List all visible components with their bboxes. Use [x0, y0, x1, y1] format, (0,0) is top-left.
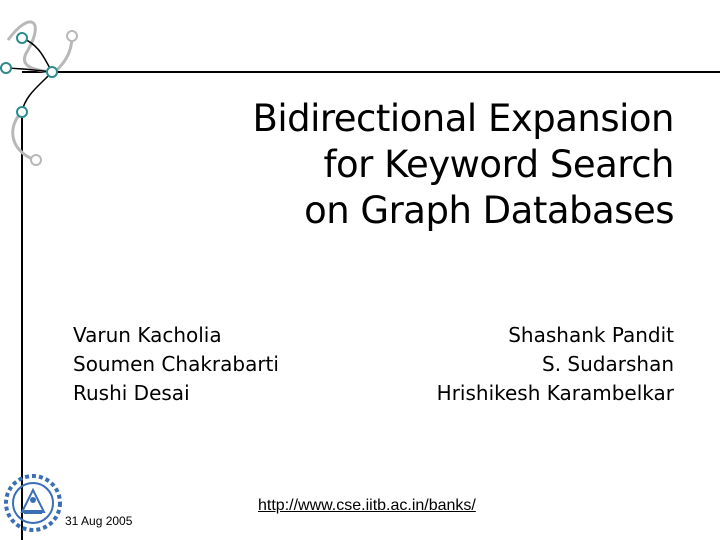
author-name: Hrishikesh Karambelkar — [436, 381, 674, 405]
graph-node — [17, 33, 27, 43]
authors-left — [73, 321, 279, 408]
author-name: Rushi Desai — [73, 381, 190, 405]
graph-node — [47, 67, 57, 77]
project-url-link[interactable]: http://www.cse.iitb.ac.in/banks/ — [258, 497, 476, 514]
author-name: S. Sudarshan — [542, 352, 674, 376]
title-line: for Keyword Search — [323, 143, 674, 186]
graph-node — [17, 107, 27, 117]
author-name: Varun Kacholia — [73, 323, 222, 347]
title-line: on Graph Databases — [304, 189, 674, 232]
iit-bombay-logo — [2, 472, 64, 534]
graph-edge — [8, 22, 52, 72]
graph-node — [67, 31, 77, 41]
graph-edge — [13, 112, 35, 160]
graph-edge — [22, 72, 52, 112]
author-name: Shashank Pandit — [508, 323, 674, 347]
title-line: Bidirectional Expansion — [252, 97, 674, 140]
slide-date: 31 Aug 2005 — [65, 514, 133, 528]
slide-title — [252, 96, 674, 234]
graph-node — [31, 155, 41, 165]
graph-node — [1, 63, 11, 73]
authors-right — [437, 321, 674, 408]
author-name: Soumen Chakrabarti — [73, 352, 279, 376]
